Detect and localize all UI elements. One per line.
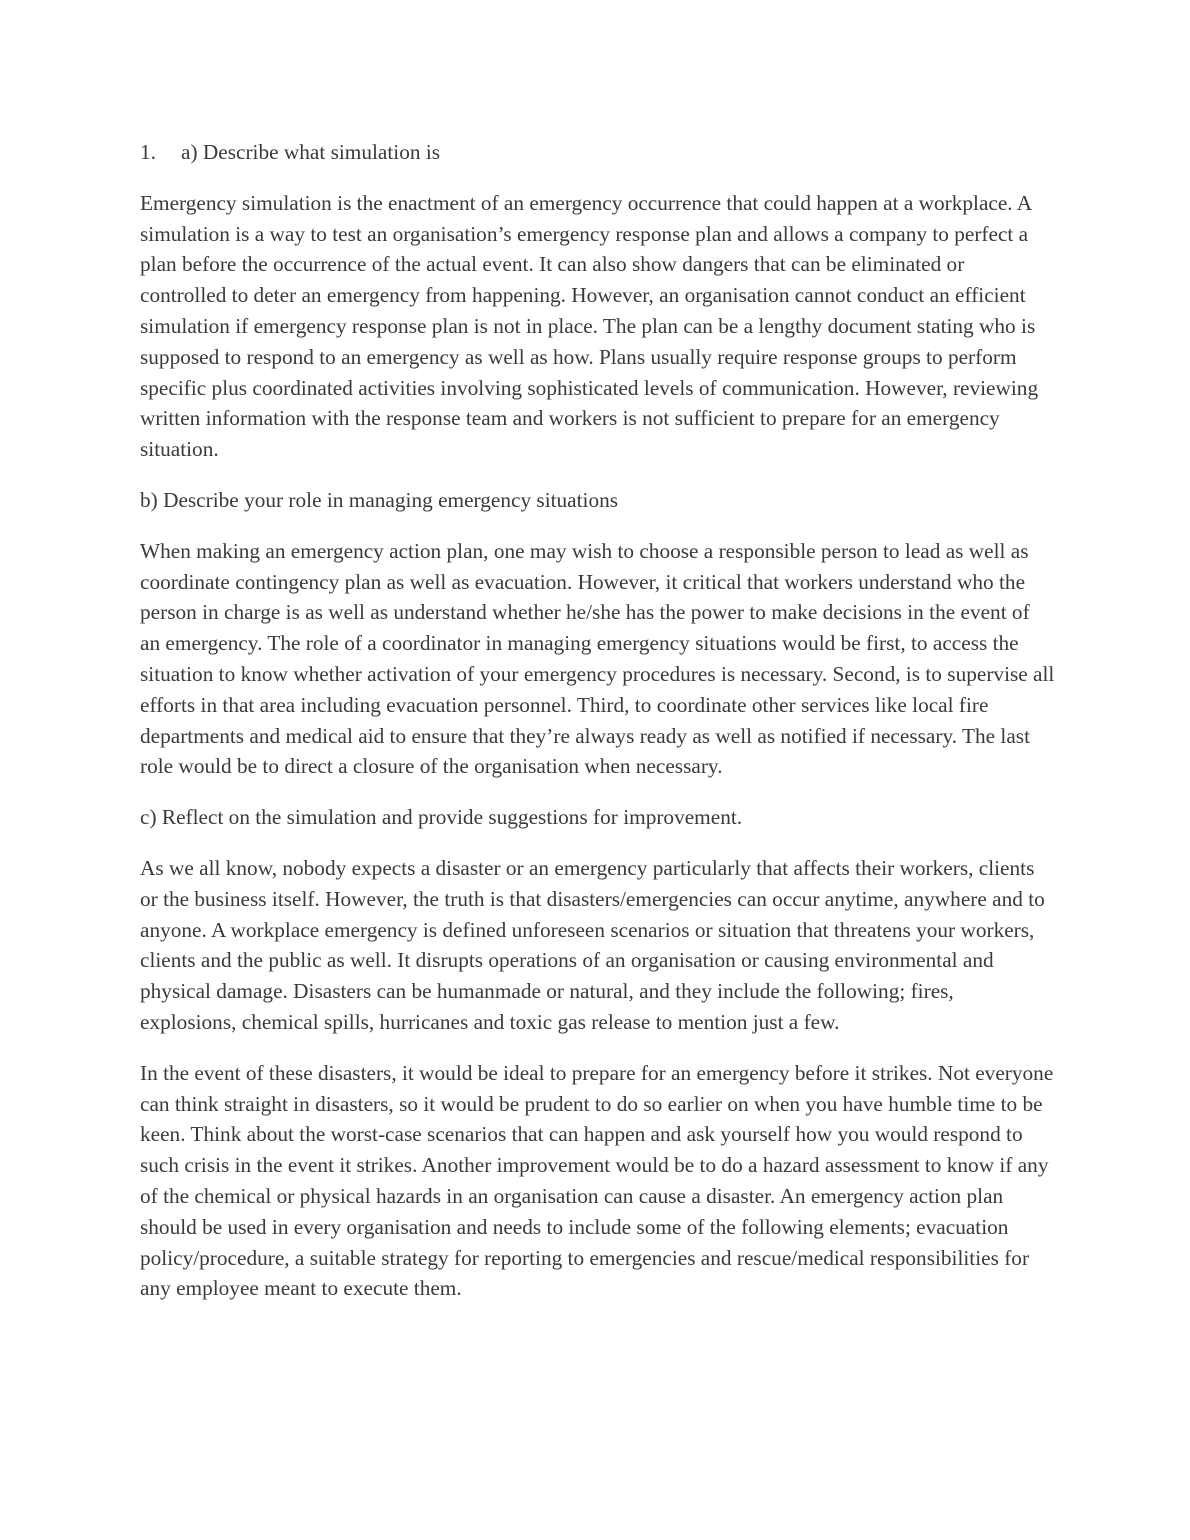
question-1a-text: a) Describe what simulation is <box>181 140 441 164</box>
answer-1c-paragraph-2: In the event of these disasters, it would be ideal to prepare for an emergency before it strikes. Not everyone can think straight in disasters, so it would be prudent to do so earlier on when you have humble time to be keen. Think about the worst-case scenarios that can happen and ask yourself how you would respond to such crisis in the event it strikes. Another improvement would be to do a hazard assessment to know if any of the chemical or physical hazards in an organisation can cause a disaster. An emergency action plan should be used in every organisation and needs to include some of the following elements; evacuation policy/procedure, a suitable strategy for reporting to emergencies and rescue/medical responsibilities for any employee meant to execute them. <box>140 1060 1054 1301</box>
question-1a-heading <box>140 137 1055 168</box>
answer-1c-paragraph-1: As we all know, nobody expects a disaster or an emergency particularly that affects their workers, clients or the business itself. However, the truth is that disasters/emergencies can occur anytime, anywhere and to anyone. A workplace emergency is defined unforeseen scenarios or situation that threatens your workers, clients and the public as well. It disrupts operations of an organisation or causing environmental and physical damage. Disasters can be humanmade or natural, and they include the following; fires, explosions, chemical spills, hurricanes and toxic gas release to mention just a few. <box>140 855 1045 1034</box>
list-number: 1. <box>140 140 156 164</box>
question-1b-heading: b) Describe your role in managing emergency situations <box>140 487 619 512</box>
answer-1a-paragraph: Emergency simulation is the enactment of an emergency occurrence that could happen at a workplace. A simulation is a way to test an organisation’s emergency response plan and allows a company to perfect a plan before the occurrence of the actual event. It can also show dangers that can be eliminated or controlled to deter an emergency from happening. However, an organisation cannot conduct an efficient simulation if emergency response plan is not in place. The plan can be a lengthy document stating who is supposed to respond to an emergency as well as how. Plans usually require response groups to perform specific plus coordinated activities involving sophisticated levels of communication. However, reviewing written information with the response team and workers is not sufficient to prepare for an emergency situation. <box>140 190 1039 462</box>
document-page <box>140 137 1055 1324</box>
question-1c-heading: c) Reflect on the simulation and provide suggestions for improvement. <box>140 805 743 830</box>
answer-1b-paragraph: When making an emergency action plan, one may wish to choose a responsible person to lead as well as coordinate contingency plan as well as evacuation. However, it critical that workers understand who the person in charge is as well as understand whether he/she has the power to make decisions in the event of an emergency. The role of a coordinator in managing emergency situations would be first, to access the situation to know whether activation of your emergency procedures is necessary. Second, is to supervise all efforts in that area including evacuation personnel. Third, to coordinate other services like local fire departments and medical aid to ensure that they’re always ready as well as notified if necessary. The last role would be to direct a closure of the organisation when necessary. <box>140 538 1055 779</box>
